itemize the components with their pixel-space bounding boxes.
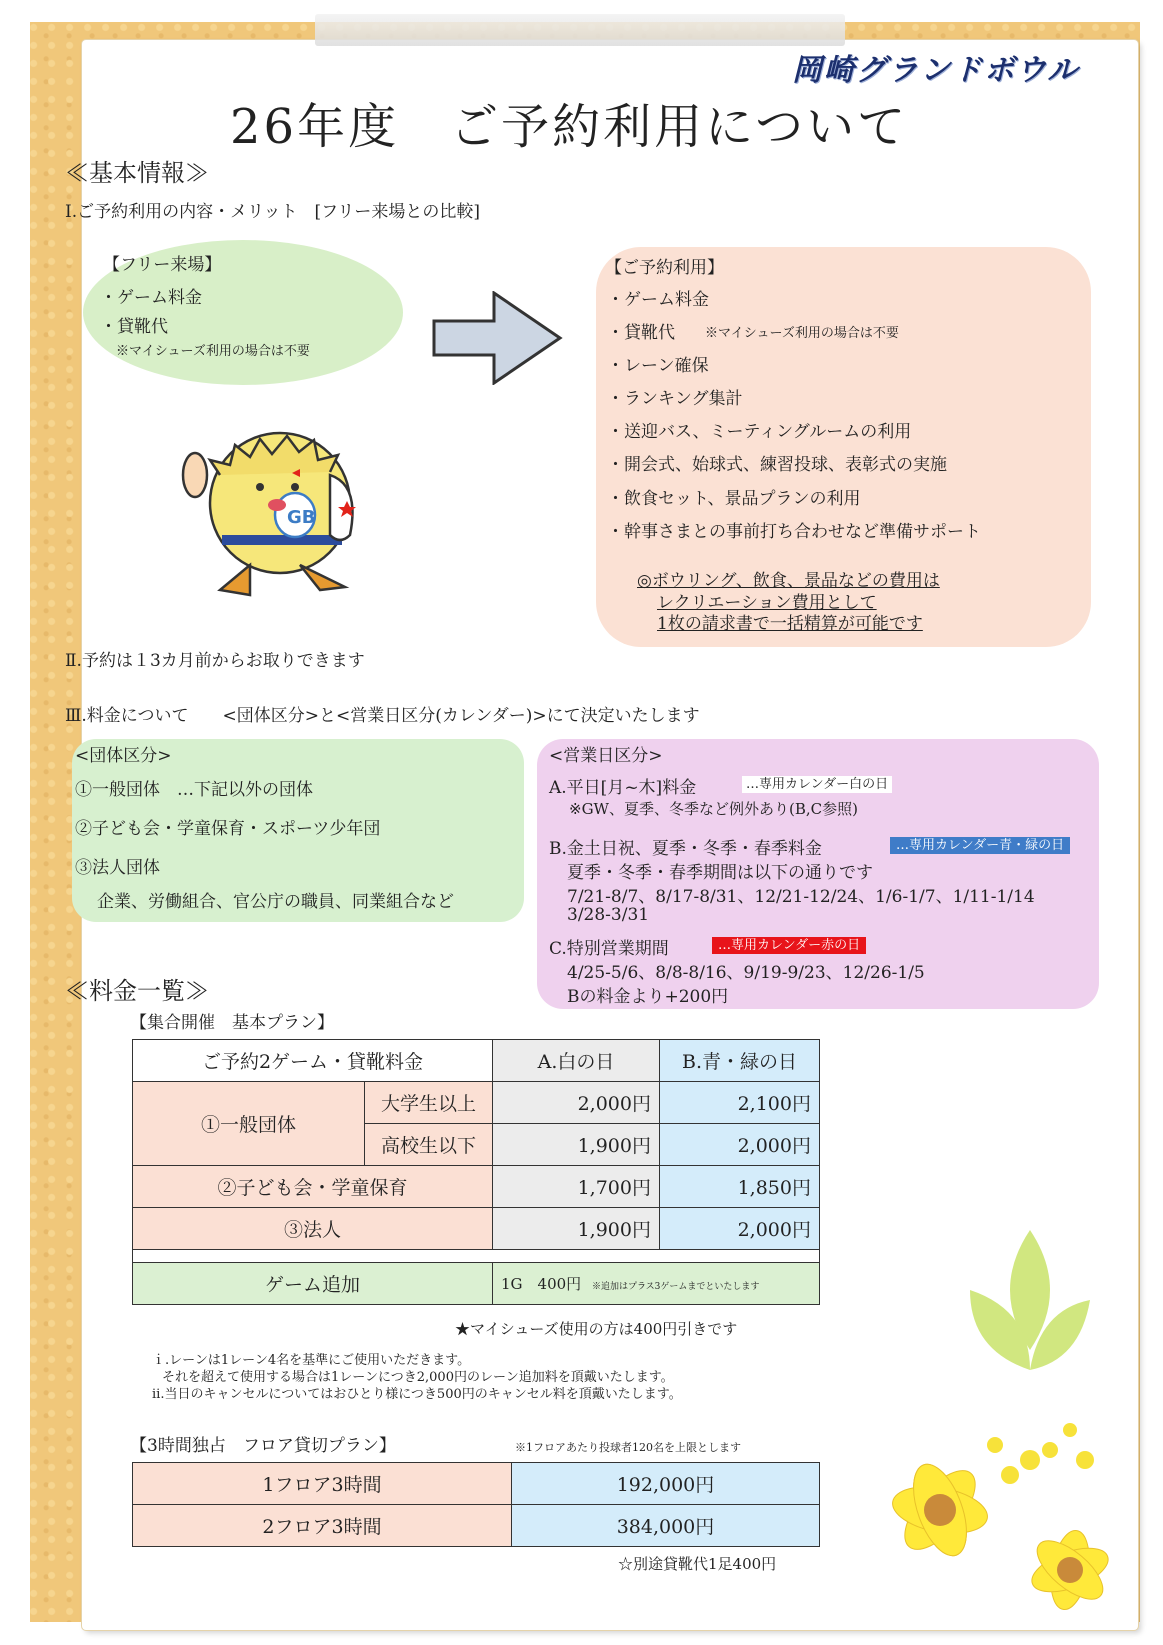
table-row	[133, 1208, 820, 1250]
mascot-logo-text: GB	[287, 507, 316, 528]
group-title: <団体区分>	[75, 746, 172, 766]
extra-game-value: 1G 400円	[501, 1275, 582, 1293]
reserve-item: ・ゲーム料金	[607, 290, 709, 310]
day-b-note: 3/28-3/31	[567, 905, 650, 925]
reserve-item: ・飲食セット、景品プランの利用	[607, 489, 861, 509]
table-cell: 1,850円	[660, 1166, 820, 1208]
floor-plan-note: ※1フロアあたり投球者120名を上限とします	[515, 1441, 741, 1454]
reserve-item: ・幹事さまとの事前打ち合わせなど準備サポート	[607, 522, 981, 542]
mascot-image	[180, 415, 380, 605]
table-row	[133, 1463, 820, 1505]
reserve-title: 【ご予約利用】	[605, 258, 724, 278]
brand-logo: 岡崎グランドボウル	[792, 53, 1080, 88]
flowers-decoration	[830, 1210, 1130, 1630]
reserve-item: ・開会式、始球式、練習投球、表彰式の実施	[607, 455, 947, 475]
group-item: ③法人団体	[75, 858, 160, 878]
reserve-item: ・レーン確保	[607, 356, 709, 376]
basic-plan-table	[132, 1039, 820, 1305]
settlement-note: 1枚の請求書で一括精算が可能です	[657, 614, 923, 634]
table-cell: 384,000円	[512, 1505, 820, 1547]
cancel-note: ⅱ.当日のキャンセルについてはおひとり様につき500円のキャンセル料を頂戴いたします。	[152, 1387, 682, 1402]
myshoes-note: ★マイシューズ使用の方は400円引きです	[455, 1320, 738, 1338]
tape-clip	[315, 14, 845, 46]
page-title: 26年度 ご予約利用について	[230, 99, 909, 155]
settlement-note: ◎ボウリング、飲食、景品などの費用は	[637, 571, 940, 591]
day-b-note: 夏季・冬季・春季期間は以下の通りです	[567, 863, 873, 883]
table-cell: ②子ども会・学童保育	[133, 1166, 493, 1208]
table-cell: 2フロア3時間	[133, 1505, 512, 1547]
table-spacer	[133, 1250, 820, 1263]
table-row	[133, 1263, 820, 1305]
free-note: ※マイシューズ利用の場合は不要	[116, 344, 310, 359]
table-cell: 192,000円	[512, 1463, 820, 1505]
table-cell: 2,100円	[660, 1082, 820, 1124]
day-c-note: 4/25-5/6、8/8-8/16、9/19-9/23、12/26-1/5	[567, 963, 925, 983]
reserve-item: ・ランキング集計	[607, 389, 743, 409]
reserve-item: ・送迎バス、ミーティングルームの利用	[607, 422, 912, 442]
price-list-heading: ≪料金一覧≫	[65, 977, 209, 1005]
section1-heading: Ⅰ.ご予約利用の内容・メリット [フリー来場との比較]	[65, 202, 481, 222]
day-b-label: B.金土日祝、夏季・冬季・春季料金	[549, 839, 822, 859]
extra-game-note: ※追加はプラス3ゲームまでといたします	[591, 1282, 760, 1292]
table-header-cell: A.白の日	[493, 1040, 660, 1082]
settlement-note: レクリエーション費用として	[657, 593, 877, 613]
days-title: <営業日区分>	[549, 746, 663, 766]
table-cell: 1,900円	[493, 1208, 660, 1250]
section3-heading: Ⅲ.料金について <団体区分>と<営業日区分(カレンダー)>にて決定いたします	[65, 706, 700, 726]
table-cell: 高校生以下	[365, 1124, 493, 1166]
reserve-item: ・貸靴代	[607, 323, 675, 343]
table-row	[133, 1166, 820, 1208]
day-b-note: 7/21-8/7、8/17-8/31、12/21-12/24、1/6-1/7、1/11-1/14	[567, 887, 1035, 907]
day-a-label: A.平日[月~木]料金	[549, 778, 697, 798]
table-cell: 1,700円	[493, 1166, 660, 1208]
table-cell: ゲーム追加	[133, 1263, 493, 1305]
floor-plan-table	[132, 1462, 820, 1547]
day-c-tag: …専用カレンダー赤の日	[712, 937, 866, 954]
table-cell: 1フロア3時間	[133, 1463, 512, 1505]
table-header-cell: ご予約2ゲーム・貸靴料金	[133, 1040, 493, 1082]
table-cell: 2,000円	[493, 1082, 660, 1124]
section2-text: Ⅱ.予約は１3カ月前からお取りできます	[65, 651, 365, 671]
extra-game-cell	[493, 1263, 820, 1305]
day-a-note: ※GW、夏季、冬季など例外あり(B,C参照)	[569, 800, 858, 818]
table-header-cell: B.青・緑の日	[660, 1040, 820, 1082]
basic-plan-title: 【集合開催 基本プラン】	[130, 1013, 334, 1033]
arrow-right-icon	[432, 291, 564, 385]
day-c-note: Bの料金より+200円	[567, 987, 729, 1007]
basic-info-heading: ≪基本情報≫	[65, 159, 209, 187]
table-cell: ③法人	[133, 1208, 493, 1250]
group-item: ①一般団体 …下記以外の団体	[75, 780, 313, 800]
table-cell: 大学生以上	[365, 1082, 493, 1124]
lane-note: ｉ.レーンは1レーン4名を基準にご使用いただきます。	[152, 1353, 471, 1368]
group-item: ②子ども会・学童保育・スポーツ少年団	[75, 819, 381, 839]
group-item: 企業、労働組合、官公庁の職員、同業組合など	[97, 892, 454, 912]
day-a-tag: …専用カレンダー白の日	[742, 776, 892, 793]
table-cell: 2,000円	[660, 1124, 820, 1166]
lane-note: それを超えて使用する場合は1レーンにつき2,000円のレーン追加料を頂戴いたします。	[162, 1370, 674, 1385]
table-row	[133, 1505, 820, 1547]
table-row	[133, 1082, 820, 1124]
reserve-shoe-note: ※マイシューズ利用の場合は不要	[705, 326, 899, 341]
free-title: 【フリー来場】	[103, 255, 222, 275]
general-group-cell: ①一般団体	[133, 1082, 365, 1166]
shoe-rental-note: ☆別途貸靴代1足400円	[618, 1555, 777, 1573]
floor-plan-title: 【3時間独占 フロア貸切プラン】	[130, 1436, 396, 1456]
free-item: ・貸靴代	[100, 317, 168, 337]
table-cell: 1,900円	[493, 1124, 660, 1166]
day-b-tag: …専用カレンダー青・緑の日	[890, 837, 1070, 854]
day-c-label: C.特別営業期間	[549, 939, 669, 959]
table-cell: 2,000円	[660, 1208, 820, 1250]
free-item: ・ゲーム料金	[100, 288, 202, 308]
